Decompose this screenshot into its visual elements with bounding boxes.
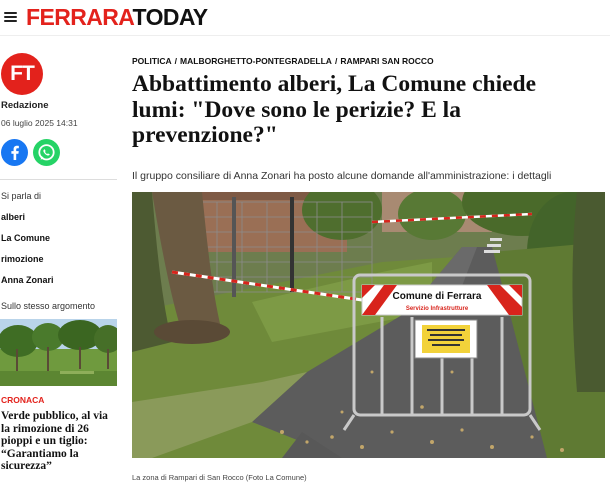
topic-tag[interactable]: La Comune [1, 233, 51, 243]
author-avatar[interactable]: FT [1, 53, 43, 95]
breadcrumb-link[interactable]: RAMPARI SAN ROCCO [340, 56, 434, 66]
top-bar [0, 0, 610, 36]
article-title: Abbattimento alberi, La Comune chiede lumi: "Dove sono le perizie? E la prevenzione?" [132, 71, 537, 148]
publish-date: 06 luglio 2025 14:31 [1, 118, 78, 128]
logo-part-today: TODAY [132, 4, 208, 30]
related-article-thumbnail[interactable] [0, 319, 117, 386]
author-name[interactable]: Redazione [1, 100, 49, 111]
breadcrumb-separator: / [174, 56, 178, 66]
topic-tag[interactable]: rimozione [1, 254, 44, 264]
article-hero-image[interactable] [132, 192, 605, 458]
sign-title: Comune di Ferrara [392, 291, 482, 302]
related-label: Sullo stesso argomento [1, 301, 96, 311]
breadcrumb-separator: / [334, 56, 338, 66]
whatsapp-icon [33, 139, 60, 166]
logo-part-ferrara: FERRARA [26, 4, 133, 30]
related-article-title[interactable]: Verde pubblico, al via la rimozione di 26 pioppi e un tiglio: “Garantiamo la sicurezza” [1, 410, 108, 472]
sign-subtitle: Servizio Infrastrutture [405, 306, 469, 312]
whatsapp-share-button[interactable] [33, 139, 60, 166]
breadcrumb [132, 56, 434, 66]
breadcrumb-link[interactable]: POLITICA [132, 56, 172, 66]
image-caption: La zona di Rampari di San Rocco (Foto La Comune) [132, 473, 307, 482]
hamburger-menu-icon[interactable] [4, 12, 17, 22]
site-logo[interactable] [26, 6, 208, 28]
topic-tag[interactable]: alberi [1, 212, 26, 222]
facebook-share-button[interactable] [1, 139, 28, 166]
sidebar-divider [0, 179, 117, 180]
topics-label: Si parla di [1, 191, 42, 201]
facebook-icon [1, 139, 28, 166]
breadcrumb-link[interactable]: MALBORGHETTO-PONTEGRADELLA [180, 56, 332, 66]
topic-tag[interactable]: Anna Zonari [1, 275, 54, 285]
article-subtitle: Il gruppo consiliare di Anna Zonari ha posto alcune domande all'amministrazione: i dettagli [132, 170, 552, 182]
related-article-category[interactable]: CRONACA [1, 395, 45, 405]
